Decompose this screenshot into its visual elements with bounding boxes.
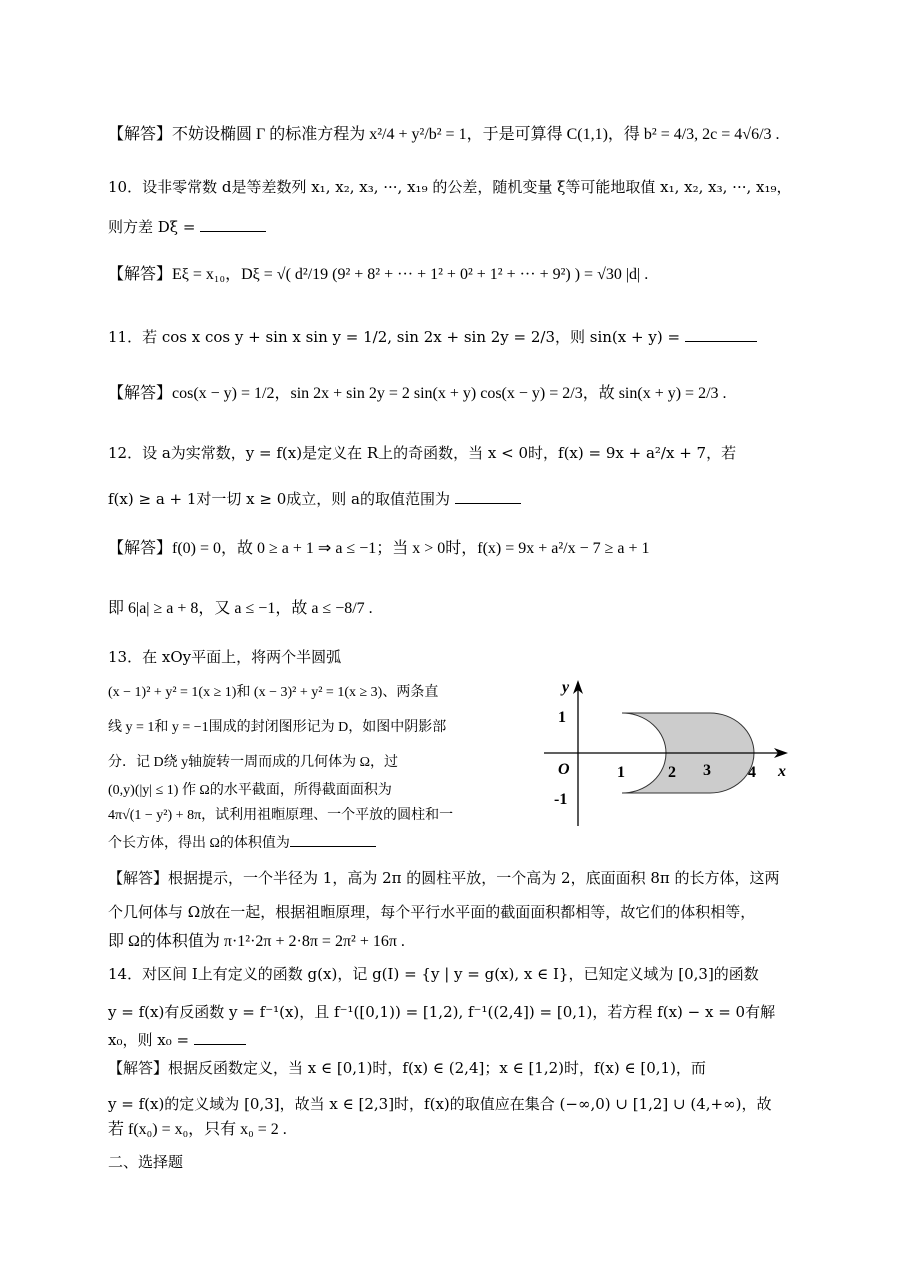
answer-14: 【解答】根据反函数定义，当 x ∈ [0,1)时，f(x) ∈ (2,4]；x ∈ [1,2)时，f(x) ∈ [0,1)，而 [108,1059,706,1077]
question-13: 13．在 xOy平面上，将两个半圆弧 [108,648,342,666]
question-12: 12．设 a为实常数，y = f(x)是定义在 R上的奇函数，当 x < 0时，f(x) = 9x + a²/x + 7，若 [108,444,737,462]
question-14-cont [108,1030,246,1050]
answer-13: 【解答】根据提示，一个半径为 1，高为 2π 的圆柱平放，一个高为 2，底面面积 8π 的长方体，这两 [108,869,780,887]
question-text: 11．若 cos x cos y + sin x sin y = 1/2, sin 2x + sin 2y = 2/3，则 sin(x + y) = [108,328,681,346]
question-12-cont [108,489,521,509]
question-text: f(x) ≥ a + 1对一切 x ≥ 0成立，则 a的取值范围为 [108,490,450,508]
answer-12-cont: 即 6|a| ≥ a + 8，又 a ≤ −1，故 a ≤ −8/7 . [108,600,373,617]
question-13-line: 分．记 D绕 y轴旋转一周而成的几何体为 Ω，过 [108,755,399,770]
answer-14-cont: 若 f(x₀) = x₀，只有 x₀ = 2 . [108,1121,287,1138]
answer-blank [194,1030,246,1045]
question-text: x₀，则 x₀ = [108,1031,190,1049]
x-tick-label: 4 [748,764,756,781]
question-13-line: (x − 1)² + y² = 1(x ≥ 1)和 (x − 3)² + y² = 1(x ≥ 3)、两条直 [108,685,439,700]
question-13-line: 4π√(1 − y²) + 8π，试利用祖暅原理、一个平放的圆柱和一 [108,808,454,823]
question-11 [108,327,757,347]
section-heading: 二、选择题 [108,1153,184,1171]
question-10: 10．设非零常数 d是等差数列 x₁, x₂, x₃, ···, x₁₉ 的公差，随机变量 ξ等可能地取值 x₁, x₂, x₃, ···, x₁₉， [108,178,792,196]
region-d-figure [540,676,800,836]
answer-13-cont: 即 Ω的体积值为 π·1²·2π + 2·8π = 2π² + 16π . [108,933,405,950]
origin-label: O [558,761,570,778]
answer-9: 【解答】不妨设椭圆 Γ 的标准方程为 x²/4 + y²/b² = 1，于是可算得 C(1,1)，得 b² = 4/3, 2c = 4√6/3 . [108,126,780,143]
answer-12: 【解答】f(0) = 0，故 0 ≥ a + 1 ⇒ a ≤ −1；当 x > 0时，f(x) = 9x + a²/x − 7 ≥ a + 1 [108,540,650,557]
answer-13-cont: 个几何体与 Ω放在一起，根据祖暅原理，每个平行水平面的截面面积都相等，故它们的体积相等， [108,903,756,921]
question-10-cont [108,217,266,237]
question-13-line: 线 y = 1和 y = −1围成的封闭图形记为 D，如图中阴影部 [108,720,447,735]
question-13-line [108,832,376,854]
answer-11: 【解答】cos(x − y) = 1/2，sin 2x + sin 2y = 2 sin(x + y) cos(x − y) = 2/3，故 sin(x + y) = 2/3 . [108,385,727,402]
y-tick-label: -1 [554,791,568,808]
x-tick-label: 1 [617,764,625,781]
x-tick-label: 3 [703,762,711,779]
x-axis-label: x [778,763,786,780]
question-14: 14．对区间 I上有定义的函数 g(x)，记 g(I) = {y | y = g(x), x ∈ I}，已知定义域为 [0,3]的函数 [108,965,759,983]
question-13-line: (0,y)(|y| ≤ 1) 作 Ω的水平截面，所得截面面积为 [108,783,392,798]
answer-blank [685,327,757,342]
answer-blank [200,217,266,232]
answer-blank [290,832,376,847]
question-text: 个长方体，得出 Ω的体积值为 [108,836,290,851]
y-axis-label: y [562,679,570,696]
answer-10: 【解答】Eξ = x₁₀，Dξ = √( d²/19 (9² + 8² + ··· + 1² + 0² + 1² + ··· + 9²) ) = √30 |d| . [108,266,649,283]
question-14-cont: y = f(x)有反函数 y = f⁻¹(x)，且 f⁻¹([0,1)) = [1,2), f⁻¹((2,4]) = [0,1)，若方程 f(x) − x = 0有解 [108,1003,776,1021]
question-text: 则方差 Dξ = [108,218,196,236]
x-tick-label: 2 [668,764,676,781]
answer-14-cont: y = f(x)的定义域为 [0,3]，故当 x ∈ [2,3]时，f(x)的取值应在集合 (−∞,0) ∪ [1,2] ∪ (4,+∞)，故 [108,1095,772,1113]
y-tick-label: 1 [558,709,566,726]
answer-blank [455,489,521,504]
